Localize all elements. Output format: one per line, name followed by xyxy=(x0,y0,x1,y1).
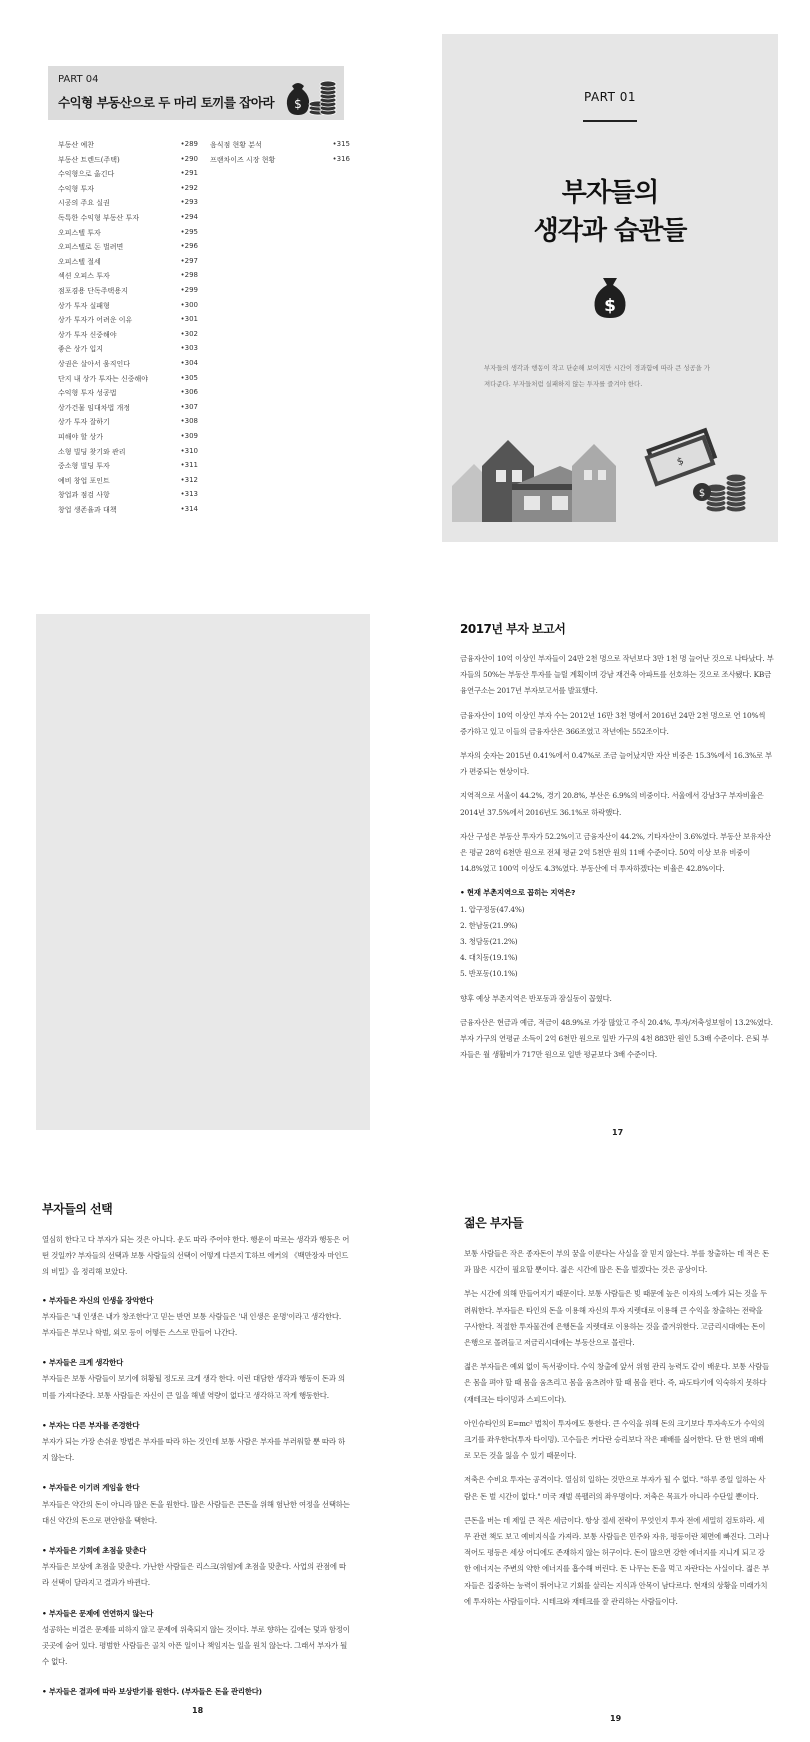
page17-list-item-4: 4. 대치동(19.1%) xyxy=(460,953,518,963)
toc-row xyxy=(58,315,198,329)
toc-entry-page: •295 xyxy=(180,227,198,236)
part04-title: 수익형 부동산으로 두 마리 토끼를 잡아라 xyxy=(58,95,275,110)
toc-entry-title: 상가건물 임대차법 개정 xyxy=(58,403,131,412)
part01-title xyxy=(442,174,778,250)
page17-para-3: 부자의 숫자는 2015년 0.41%에서 0.47%로 조금 늘어났지만 자산 비중은 15.3%에서 16.3%로 부가 편중되는 현상이다. xyxy=(460,751,772,777)
toc-entry-page: •303 xyxy=(180,344,198,353)
toc-entry-title: 점포겸용 단독주택용지 xyxy=(58,287,128,295)
toc-entry-title: 예비 창업 포인트 xyxy=(58,476,110,485)
toc-entry-page: •311 xyxy=(180,461,198,470)
toc-entry-title: 오피스텔로 돈 벌려면 xyxy=(58,243,124,252)
toc-row xyxy=(58,140,198,154)
toc-entry-page: •301 xyxy=(180,315,198,324)
page18-item-body: 성공하는 비결은 문제를 피하지 않고 문제에 위축되지 않는 것이다. 부로 향하는 길에는 덫과 함정이 곳곳에 숨어 있다. 평범한 사람들은 골치 아픈 일이나 책임지는 일을 원치 않는다. 그래서 부자가 될 수 없다. xyxy=(42,1624,350,1667)
page19-para-6: 큰돈을 버는 데 제일 큰 적은 세금이다. 항상 절세 전략이 무엇인지 투자 전에 세밀히 검토하라. 세무 관련 책도 보고 예비지식을 가져라. 보통 사람들은 민주와 자유, 평등이란 체면에 빠진다. 그러나 적어도 평등은 세상 어디에도 존재하지 않는 허구이다. 돈이 많으면 강한 에너지를 지니게 되고 강한 에너지는 주변의 약한 에너지를 흡수해 버린다. 돈 나무는 돈을 먹고 자란다는 사실이다. 젊은 부자들은 집중하는 능력이 뛰어나고 기회를 살리는 지식과 안목이 남다르다. 현재의 상황을 미래가치에 투자하는 사람들이다. 시테크와 재테크를 잘 관리하는 사람들이다. xyxy=(464,1515,770,1606)
toc-entry-title: 상가 투자 신중해야 xyxy=(58,330,117,339)
toc-entry-title: 단지 내 상가 투자는 신중해야 xyxy=(58,374,149,383)
page18-item-heading: • 부자는 다른 부자를 존경한다 xyxy=(42,1420,140,1430)
toc-row xyxy=(58,155,198,169)
page18-item-body: 부자들은 '내 인생은 내가 창조한다'고 믿는 반면 보통 사람들은 '내 인생은 운명'이라고 생각한다. 부자들은 부모나 학벌, 외모 등이 어떻든 스스로 만들어 나간다. xyxy=(42,1311,341,1338)
toc-row xyxy=(58,417,198,431)
page18-item-heading: • 부자들은 크게 생각한다 xyxy=(42,1358,124,1368)
page17-list-item-5: 5. 반포동(10.1%) xyxy=(460,969,518,979)
page18-item-body: 부자들은 보통 사람들이 보기에 허황될 정도로 크게 생각 한다. 이런 대담한 생각과 행동이 돈과 의미를 가져다준다. 보통 사람들은 자신이 큰 일을 해낼 역량이 없다고 생각하고 작게 행동한다. xyxy=(42,1374,345,1400)
page18-item-heading: • 부자들은 결과에 따라 보상받기를 원한다. (부자들은 돈을 관리한다) xyxy=(42,1687,262,1697)
toc-entry-title: 음식점 현황 분석 xyxy=(210,141,262,149)
page19-para-4: 아인슈타인의 E=mc² 법칙이 투자에도 통한다. 큰 수익을 위해 돈의 크기보다 투자속도가 수익의 크기를 좌우한다(투자 타이밍). 고수들은 커다란 승리보다 작은 패배를 싫어한다. 단 한 번의 패배로 모든 것을 잃을 수 있기 때문이다. xyxy=(464,1418,765,1461)
toc-row xyxy=(58,228,198,242)
page18-body xyxy=(42,1232,350,1701)
toc-entry-title: 부동산 트렌드(주택) xyxy=(58,155,120,164)
part01-desc-line1: 부자들의 생각과 행동이 작고 단순해 보이지만 시간이 경과함에 따라 큰 성공을 가 xyxy=(484,364,711,372)
cash-coins-icon xyxy=(644,414,754,514)
toc-entry-title: 오피스텔 절세 xyxy=(58,257,101,266)
toc-row xyxy=(58,169,198,183)
part01-label: PART 01 xyxy=(583,90,637,104)
toc-entry-title: 부동산 예찬 xyxy=(58,141,95,149)
toc-row xyxy=(58,505,198,519)
page19-para-3: 젊은 부자들은 예외 없이 독서광이다. 수익 창출에 앞서 위험 관리 능력도 같이 배운다. 보통 사람들은 몸을 펴야 할 때 몸을 움츠리고 몸을 움츠려야 할 때 몸을 편다. 즉, 파도타기에 익숙하지 못하다(재테크는 타이밍과 스피드이다). xyxy=(464,1362,770,1404)
toc-row xyxy=(58,184,198,198)
page18-title: 부자들의 선택 xyxy=(42,1202,113,1216)
toc-entry-page: •316 xyxy=(332,154,350,163)
toc-entry-page: •307 xyxy=(180,402,198,411)
toc-row xyxy=(58,476,198,490)
page18-intro: 열심히 한다고 다 부자가 되는 것은 아니다. 운도 따라 주어야 한다. 행운이 따르는 생각과 행동은 어떤 것일까? 부자들의 선택과 보통 사람들의 선택이 어떻게 다른지 T.하브 에커의 《백만장자 마인드의 비밀》을 정리해 보았다. xyxy=(42,1235,350,1277)
page19-para-1: 보통 사람들은 작은 종자돈이 부의 꿈을 이룬다는 사실을 잘 믿지 않는다. 부를 창출하는 데 적은 돈과 많은 시간이 필요할 뿐이다. 젊은 시간에 많은 돈을 벌겠다는 것은 공상이다. xyxy=(464,1249,770,1275)
toc-entry-page: •302 xyxy=(180,329,198,338)
toc-row xyxy=(58,213,198,227)
toc-row xyxy=(58,359,198,373)
toc-entry-title: 섹션 오피스 투자 xyxy=(58,272,110,281)
toc-entry-page: •298 xyxy=(180,271,198,280)
part01-divider xyxy=(583,120,637,122)
part01-description xyxy=(484,360,744,392)
page17-title: 2017년 부자 보고서 xyxy=(460,622,566,636)
toc-entry-title: 소형 빌딩 찾기와 관리 xyxy=(58,447,126,456)
toc-entry-page: •305 xyxy=(180,373,198,382)
page17-list-item-2: 2. 한남동(21.9%) xyxy=(460,920,518,930)
houses-illustration-icon xyxy=(452,426,662,522)
page17-list-heading: • 현재 부촌지역으로 꼽히는 지역은? xyxy=(460,888,576,898)
toc-entry-title: 상가 투자 실패형 xyxy=(58,301,110,310)
toc-row xyxy=(58,301,198,315)
toc-entry-page: •315 xyxy=(332,140,350,148)
page18-item-body: 부자들은 보상에 초점을 맞춘다. 가난한 사람들은 리스크(위험)에 초점을 맞춘다. 사업의 관점에 따라 선택이 달라지고 결과가 바뀐다. xyxy=(42,1562,346,1588)
toc-row xyxy=(58,461,198,475)
toc-row xyxy=(58,257,198,271)
toc-entry-page: •297 xyxy=(180,256,198,265)
page19-number: 19 xyxy=(610,1714,622,1723)
toc-entry-title: 수익형 투자 xyxy=(58,184,95,193)
svg-text:$: $ xyxy=(604,296,616,316)
page17-para-7: 금융자산은 현금과 예금, 적금이 48.9%로 가장 많았고 주식 20.4%, 투자/저축성보험이 13.2%였다. 부자 가구의 연평균 소득이 2억 6천만 원으로 일반 가구의 4천 883만 원인 5.3배 수준이다. 은퇴 부자들은 월 생활비가 717만 원으로 일반 평균보다 3배 수준이다. xyxy=(460,1017,773,1060)
toc-entry-title: 독특한 수익형 부동산 투자 xyxy=(58,214,140,222)
toc-entry-title: 수익형 투자 성공법 xyxy=(58,389,117,398)
blank-gray-page xyxy=(36,614,370,1130)
toc-entry-title: 중소형 빌딩 투자 xyxy=(58,462,110,471)
toc-entry-page: •312 xyxy=(180,475,198,484)
toc-row xyxy=(58,330,198,344)
svg-text:$: $ xyxy=(294,97,302,111)
page18-item-heading: • 부자들은 기회에 초점을 맞춘다 xyxy=(42,1546,147,1556)
page17-para-1: 금융자산이 10억 이상인 부자들이 24만 2천 명으로 작년보다 3만 1천 명 늘어난 것으로 나타났다. 부자들의 50%는 부동산 투자를 늘릴 계획이며 강남 재건축 아파트를 선호하는 것으로 조사됐다. KB금융연구소는 2017년 부자보고서를 발표했다. xyxy=(460,654,774,696)
toc-row xyxy=(210,140,350,154)
page18-item-heading: • 부자들은 문제에 연연하지 않는다 xyxy=(42,1608,154,1618)
part01-panel xyxy=(442,34,778,542)
toc-row xyxy=(58,388,198,402)
toc-entry-page: •300 xyxy=(180,300,198,309)
toc-entry-page: •299 xyxy=(180,286,198,294)
toc-entry-page: •309 xyxy=(180,432,198,440)
toc-entry-page: •291 xyxy=(180,169,198,178)
page17-list-item-1: 1. 압구정동(47.4%) xyxy=(460,904,525,914)
page19-title: 젊은 부자들 xyxy=(464,1216,524,1230)
page18-number: 18 xyxy=(192,1706,204,1715)
toc-row xyxy=(58,271,198,285)
svg-text:$: $ xyxy=(675,455,686,469)
page17-para-5: 자산 구성은 부동산 투자가 52.2%이고 금융자산이 44.2%, 기타자산이 3.6%였다. 부동산 보유자산은 평균 28억 6천만 원으로 전체 평균 2억 5천만 원의 11배 수준이다. 50억 이상 보유 비중이 14.8%였고 100억 이상도 4.3%였다. 부동산에 더 투자하겠다는 비율은 42.8%이다. xyxy=(460,831,771,874)
part04-label: PART 04 xyxy=(58,74,99,85)
toc-entry-page: •313 xyxy=(180,490,198,499)
toc-entry-page: •314 xyxy=(180,505,198,513)
toc-entry-page: •292 xyxy=(180,183,198,192)
toc-row xyxy=(58,286,198,300)
page18-item-heading: • 부자들은 이기려 게임을 한다 xyxy=(42,1483,140,1493)
toc-entry-page: •296 xyxy=(180,242,198,251)
toc-entry-title: 상가 투자 잘하기 xyxy=(58,418,110,427)
toc-row xyxy=(58,344,198,358)
toc-entry-title: 수익형으로 옮긴다 xyxy=(58,170,115,179)
page17-number: 17 xyxy=(612,1128,624,1137)
toc-entry-page: •306 xyxy=(180,388,198,397)
toc-row xyxy=(58,447,198,461)
toc-entry-title: 프랜차이즈 시장 현황 xyxy=(210,155,276,164)
toc-entry-title: 시공의 주요 실권 xyxy=(58,199,110,208)
toc-row xyxy=(58,432,198,446)
toc-entry-title: 상가 투자가 어려운 이유 xyxy=(58,316,133,325)
page18-item-body: 부자들은 약간의 돈이 아니라 많은 돈을 원한다. 많은 사람들은 큰돈을 위해 험난한 여정을 선택하는 대신 약간의 돈으로 편안함을 택한다. xyxy=(42,1499,350,1525)
part01-title-line2: 생각과 습관들 xyxy=(533,216,687,246)
page17-para-2: 금융자산이 10억 이상인 부자 수는 2012년 16만 3천 명에서 2016년 24만 2천 명으로 연 10%씩 증가하고 있고 이들의 금융자산은 366조였고 작년에는 552조이다. xyxy=(460,710,766,736)
toc-entry-title: 창업과 점검 사항 xyxy=(58,491,110,500)
moneybag-coins-icon xyxy=(282,68,338,118)
page19-para-5: 저축은 수비요 투자는 공격이다. 열심히 일하는 것만으로 부자가 될 수 없다. "하루 종일 일하는 사람은 돈 벌 시간이 없다." 미국 재벌 록펠러의 좌우명이다. 저축은 목표가 아니라 수단일 뿐이다. xyxy=(464,1475,766,1501)
toc-row xyxy=(58,242,198,256)
part01-desc-line2: 져다준다. 부자들처럼 실패하지 않는 투자를 즐겨야 한다. xyxy=(484,380,643,388)
toc-entry-page: •304 xyxy=(180,359,198,367)
toc-entry-page: •310 xyxy=(180,446,198,455)
toc-entry-page: •308 xyxy=(180,417,198,426)
toc-row xyxy=(58,374,198,388)
toc-row xyxy=(58,490,198,504)
toc-entry-page: •289 xyxy=(180,140,198,148)
page19-body xyxy=(464,1246,770,1618)
toc-row xyxy=(210,155,350,169)
toc-entry-title: 피해야 할 상가 xyxy=(58,433,104,441)
page17-para-6: 향후 예상 부촌지역은 반포동과 잠실동이 꼽혔다. xyxy=(460,993,612,1003)
page17-body xyxy=(460,651,774,1071)
toc-entry-page: •290 xyxy=(180,154,198,163)
svg-text:$: $ xyxy=(698,488,706,499)
toc-entry-page: •293 xyxy=(180,198,198,207)
toc-entry-title: 창업 생존율과 대책 xyxy=(58,506,117,514)
toc-entry-title: 좋은 상가 입지 xyxy=(58,345,104,354)
part04-header-box xyxy=(48,66,344,120)
toc-row xyxy=(58,403,198,417)
part01-title-line1: 부자들의 xyxy=(561,178,659,208)
toc-entry-page: •294 xyxy=(180,213,198,221)
page18-item-body: 부자가 되는 가장 손쉬운 방법은 부자를 따라 하는 것인데 보통 사람은 부자를 부러워할 뿐 따라 하지 않는다. xyxy=(42,1437,345,1463)
toc-entry-title: 상권은 살아서 움직인다 xyxy=(58,360,131,368)
toc-row xyxy=(58,198,198,212)
page17-list-item-3: 3. 청담동(21.2%) xyxy=(460,937,518,947)
moneybag-icon xyxy=(590,274,630,320)
toc-entry-title: 오피스텔 투자 xyxy=(58,228,101,237)
page19-para-2: 부는 시간에 의해 만들어지기 때문이다. 보통 사람들은 빚 때문에 높은 이자의 노예가 되는 것을 두려워한다. 부자들은 타인의 돈을 이용해 자신의 투자 지렛대로 이용해 큰 수익을 창출하는 전략을 구사한다. 적절한 투자물건에 은행돈을 지렛대로 이용하는 것을 즐겨위한다. 고금리시대에는 돈이 은행으로 몰려들고 저금리시대에는 부동산으로 몰린다. xyxy=(464,1289,767,1348)
page18-item-heading: • 부자들은 자신의 인생을 장악한다 xyxy=(42,1295,154,1305)
page17-para-4: 지역적으로 서울이 44.2%, 경기 20.8%, 부산은 6.9%의 비중이다. 서울에서 강남3구 부자비율은 2014년 37.5%에서 2016년도 36.1%로 하락했다. xyxy=(460,791,764,817)
